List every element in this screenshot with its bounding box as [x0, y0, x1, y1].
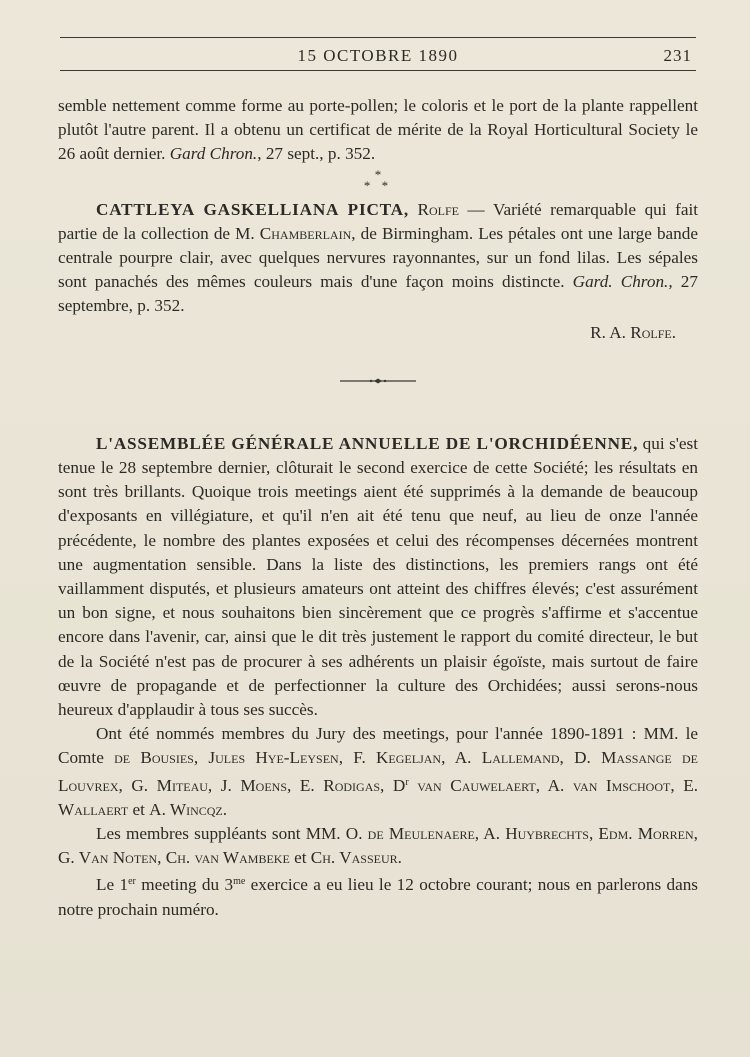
running-head [60, 46, 696, 68]
reference-italic: Gard. Chron., [572, 272, 673, 292]
assembly-paragraph: L'ASSEMBLÉE GÉNÉRALE ANNUELLE DE L'ORCHIDÉENNE, qui s'est tenue le 28 septembre dernier, clôturait le second exercice de cette Société; les résultats en sont très brillants. Quoique trois meetings aient été supprimés à la demande de beaucoup d'exposants en villégiature, et qu'il n'en ait été tenu que neuf, au lieu de onze l'année précédente, le nombre des plantes exposées et celui des récompenses décernées montrent une augmentation sensible. Dans la liste des distinctions, les premiers rangs ont été vaillamment disputés, et plusieurs amateurs ont atteint des chiffres élevés; c'est assurément un bon signe, et nous souhaitons bien sincèrement que ce progrès s'affirme et s'accentue encore dans l'avenir, car, ainsi que le dit très justement le rapport du comité directeur, le but de la Société n'est pas de procurer à ses adhérents un plaisir égoïste, mais surtout de faire œuvre de propagande et de perfectionner la culture des Orchidées; aussi serons-nous heureux d'applaudir à tous ses succès. [58, 433, 698, 720]
top-rule [60, 37, 696, 38]
assembly-title: L'ASSEMBLÉE GÉNÉRALE ANNUELLE DE L'ORCHIDÉENNE, [96, 433, 639, 453]
collector-name: Chamberlain [259, 223, 352, 243]
cattleya-title: CATTLEYA GASKELLIANA PICTA, [96, 199, 409, 219]
continuation-paragraph: semble nettement comme forme au porte-pollen; le coloris et le port de la plante rappellent plutôt l'autre parent. Il a obtenu un certificat de mérite de la Royal Horticultural Society le 26 août dernier. Gard Chron., 27 sept., p. 352. [58, 96, 698, 164]
signature: R. A. Rolfe. [590, 322, 676, 342]
ornament-divider [338, 378, 418, 384]
jury-paragraph: Ont été nommés membres du Jury des meetings, pour l'année 1890-1891 : MM. le Comte de Bousies, Jules Hye-Leysen, F. Kegeljan, A. Lallemand, D. Massange de Louvrex, G. Miteau, J. Moens, E. Rodigas, $D^r$ van Cauwelaert, A. van Imschoot, E. Wallaert et A. Wincqz. [58, 724, 699, 819]
meeting-paragraph: Le 1er meeting du $3^{me}$ exercice a eu lieu le 12 octobre courant; nous en parlerons dans notre prochain numéro. [58, 875, 698, 919]
article-body [58, 94, 698, 922]
cattleya-author: Rolfe [417, 199, 459, 219]
substitute-members: O. de Meulenaere, A. Huybrechts, Edm. Morren, G. Van Noten, Ch. van Wambeke [58, 824, 698, 868]
header-rule [60, 70, 696, 71]
substitutes-paragraph: Les membres suppléants sont MM. O. de Meulenaere, A. Huybrechts, Edm. Morren, G. Van Noten, Ch. van Wambeke et Ch. Vasseur. [58, 824, 698, 868]
asterism-separator: * * * [363, 166, 393, 193]
reference-italic: Gard Chron. [169, 144, 258, 164]
cattleya-paragraph: CATTLEYA GASKELLIANA PICTA, Rolfe — Variété remarquable qui fait partie de la collection de M. Chamberlain, de Birmingham. Les pétales ont une large bande centrale pourpre clair, avec quelques nervures rayonnantes, sur un fond lilas. Les sépales sont panachés des mêmes couleurs mais d'une façon moins distincte. Gard. Chron., 27 septembre, p. 352. [58, 199, 699, 316]
page-number: 231 [663, 46, 692, 65]
jury-members: de Bousies, Jules Hye-Leysen, F. Kegeljan, A. Lallemand, D. Massange de Louvrex, G. Miteau, J. Moens, E. Rodigas, D [58, 748, 698, 795]
header-date: 15 OCTOBRE 1890 [297, 46, 459, 65]
